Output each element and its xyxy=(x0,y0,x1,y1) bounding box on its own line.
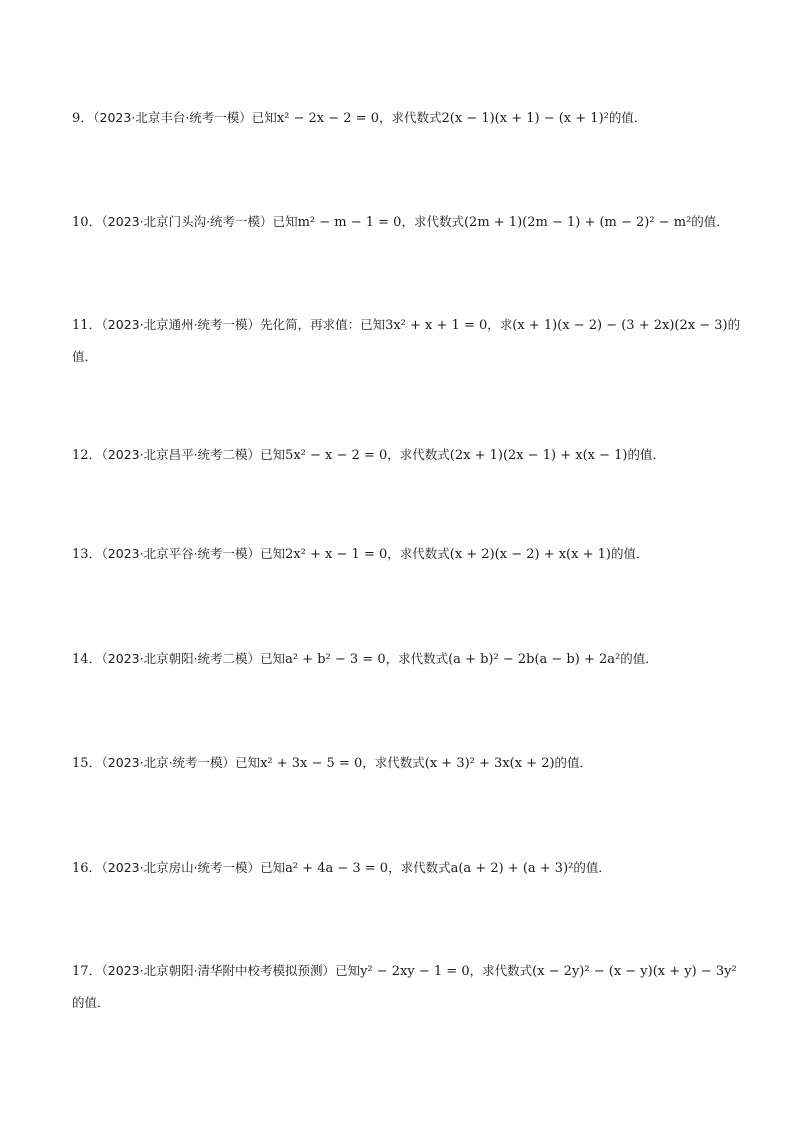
problem-number: 15． xyxy=(72,756,102,771)
problem-tail: 的 xyxy=(727,317,741,332)
target-expression: (x + 1)(x − 2) − (3 + 2x)(2x − 3) xyxy=(512,318,728,333)
target-expression: (x − 2y)² − (x − y)(x + y) − 3y² xyxy=(532,964,737,979)
problem-source: （2023·北京·统考一模） xyxy=(101,755,236,770)
problem-source: （2023·北京房山·统考一模） xyxy=(101,860,261,875)
target-expression: (x + 2)(x − 2) + x(x + 1) xyxy=(449,547,611,562)
given-equation: 2x² + x − 1 = 0 xyxy=(285,547,388,562)
problem-continuation: 值． xyxy=(72,349,98,364)
problem-source: （2023·北京朝阳·清华附中校考模拟预测） xyxy=(101,963,336,978)
problem-lead: 已知 xyxy=(260,546,286,561)
problem-ask: ，求代数式 xyxy=(385,651,449,666)
problem-number: 13． xyxy=(72,547,102,562)
given-equation: x² − 2x − 2 = 0 xyxy=(276,111,379,126)
problem-number: 17． xyxy=(72,964,102,979)
problem-16 xyxy=(72,852,724,884)
given-equation: 3x² + x + 1 = 0 xyxy=(385,318,488,333)
problem-number: 11． xyxy=(72,318,102,333)
problem-source: （2023·北京平谷·统考一模） xyxy=(101,546,261,561)
problem-17 xyxy=(72,955,737,1018)
problem-lead: 已知 xyxy=(272,214,298,229)
problem-number: 10． xyxy=(72,215,102,230)
problem-lead: 先化简，再求值：已知 xyxy=(260,317,386,332)
problem-15 xyxy=(72,747,724,779)
problem-source: （2023·北京门头沟·统考一模） xyxy=(101,214,273,229)
problem-number: 14． xyxy=(72,652,102,667)
problem-lead: 已知 xyxy=(235,755,261,770)
problem-tail: 的值． xyxy=(554,755,593,770)
problem-10 xyxy=(72,206,729,238)
problem-12 xyxy=(72,439,724,471)
problem-ask: ，求代数式 xyxy=(387,447,450,462)
problem-tail: 的值． xyxy=(627,447,666,462)
problem-lead: 已知 xyxy=(260,651,286,666)
problem-ask: ，求代数式 xyxy=(387,546,450,561)
problem-tail: 的值． xyxy=(620,651,658,666)
problem-ask: ，求代数式 xyxy=(378,110,442,125)
problem-tail: 的值． xyxy=(610,546,649,561)
problem-tail: 的值． xyxy=(691,214,729,229)
given-equation: x² + 3x − 5 = 0 xyxy=(260,756,363,771)
problem-ask: ，求代数式 xyxy=(362,755,425,770)
target-expression: (x + 3)² + 3x(x + 2) xyxy=(424,756,555,771)
problem-9 xyxy=(72,102,724,134)
problem-lead: 已知 xyxy=(251,110,277,125)
target-expression: (2x + 1)(2x − 1) + x(x − 1) xyxy=(449,448,628,463)
problem-ask: ，求代数式 xyxy=(388,860,451,875)
given-equation: m² − m − 1 = 0 xyxy=(297,215,402,230)
problem-ask: ，求 xyxy=(487,317,513,332)
problem-number: 16． xyxy=(72,861,102,876)
problem-14 xyxy=(72,643,724,675)
target-expression: 2(x − 1)(x + 1) − (x + 1)² xyxy=(441,111,609,126)
problem-source: （2023·北京昌平·统考二模） xyxy=(101,447,261,462)
problem-tail: 的值． xyxy=(573,860,611,875)
target-expression: (2m + 1)(2m − 1) + (m − 2)² − m² xyxy=(463,215,692,230)
problem-source: （2023·北京朝阳·统考二模） xyxy=(101,651,261,666)
problem-continuation: 的值． xyxy=(72,995,110,1010)
given-equation: a² + b² − 3 = 0 xyxy=(285,652,386,667)
given-equation: 5x² − x − 2 = 0 xyxy=(285,448,388,463)
problem-number: 9． xyxy=(72,111,94,126)
problem-13 xyxy=(72,538,724,570)
problem-ask: ，求代数式 xyxy=(401,214,464,229)
problem-ask: ，求代数式 xyxy=(469,963,533,978)
problem-source: （2023·北京通州·统考一模） xyxy=(101,317,261,332)
problem-11 xyxy=(72,309,741,372)
problem-lead: 已知 xyxy=(260,860,286,875)
target-expression: a(a + 2) + (a + 3)² xyxy=(450,861,574,876)
problem-source: （2023·北京丰台·统考一模） xyxy=(93,110,252,125)
problem-tail: 的值． xyxy=(608,110,647,125)
given-equation: y² − 2xy − 1 = 0 xyxy=(360,964,470,979)
target-expression: (a + b)² − 2b(a − b) + 2a² xyxy=(448,652,621,667)
given-equation: a² + 4a − 3 = 0 xyxy=(285,861,389,876)
problem-lead: 已知 xyxy=(260,447,286,462)
problem-number: 12． xyxy=(72,448,102,463)
problem-lead: 已知 xyxy=(335,963,361,978)
